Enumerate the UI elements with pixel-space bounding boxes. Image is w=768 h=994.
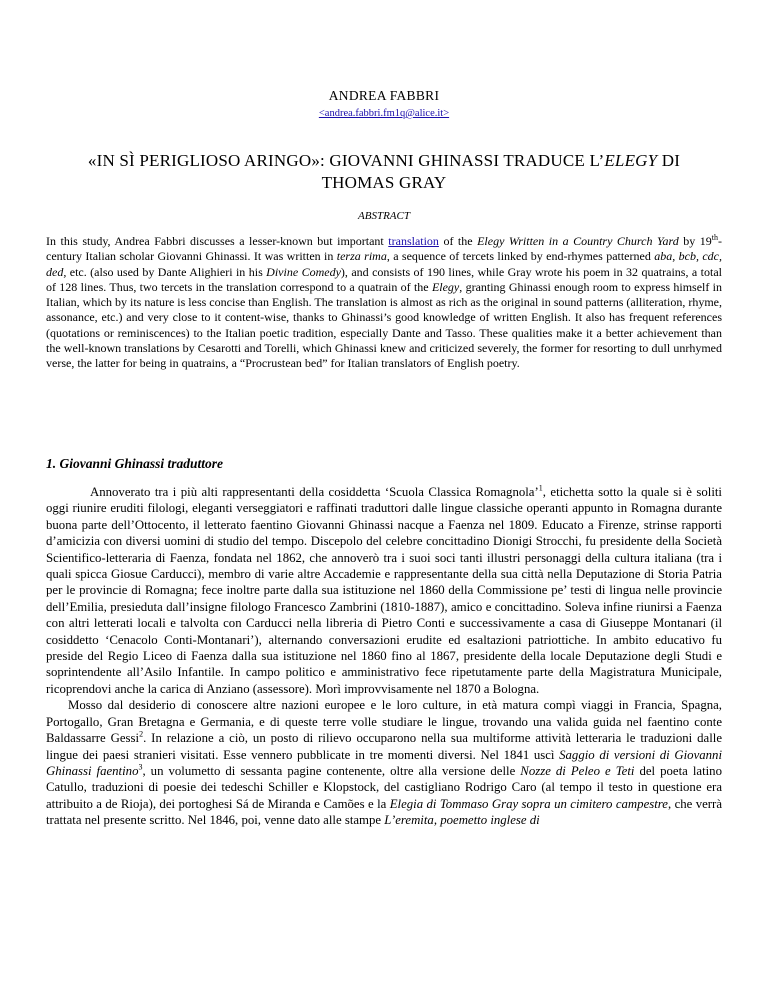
footnote-ref-2[interactable]: 2 (139, 729, 144, 739)
abstract-paragraph: In this study, Andrea Fabbri discusses a lesser-known but important translation of the Elegy Written in a Country Church Yard by 19th-century Italian scholar Giovanni Ghinassi. It was written in terza rima, a sequence of tercets linked by end-rhymes patterned aba, bcb, cdc, ded, etc. (also used by Dante Alighieri in his Divine Comedy), and consists of 190 lines, while Gray wrote his poem in 32 quatrains, a total of 128 lines. Thus, two tercets in the translation correspond to a quatrain of the Elegy, granting Ghinassi enough room to express himself in Italian, which by its nature is less concise than English. The translation is almost as rich as the original in sound patterns (alliteration, rhyme, assonance, etc.) and very close to it content-wise, thanks to Ghinassi’s good knowledge of written English. It also has frequent references (quotations or reminiscences) to the Italian poetic tradition, especially Dante and Tasso. These qualities make it a better achievement than the well-known translations by Cesarotti and Torelli, which Ghinassi knew and criticized severely, the former for resorting to dull unrhymed verse, the latter for being in quatrains, a “Procrustean bed” for Italian translators of English poetry. (46, 233, 723, 371)
title-text: «IN SÌ PERIGLIOSO ARINGO»: GIOVANNI GHINASSI TRADUCE L’ (87, 151, 605, 170)
footnote-ref-1[interactable]: 1 (538, 483, 543, 493)
abstract-heading: ABSTRACT (358, 210, 410, 222)
section-body (46, 484, 722, 829)
title-text-di: DI (657, 151, 681, 170)
author-email-link[interactable]: <andrea.fabbri.fm1q@alice.it> (318, 108, 450, 119)
body-paragraph-1: Annoverato tra i più alti rappresentanti della cosiddetta ‘Scuola Classica Romagnola’$^1$, etichetta sotto la quale si è soliti oggi riunire eruditi filologi, eleganti verseggiatori e raffinati traduttori dalle lingue classiche operanti appunto in Romagna durante buona parte dell’Ottocento, il letterato faentino Giovanni Ghinassi nacque a Faenza nel 1809. Educato a Firenze, strinse rapporti d’amicizia con diversi uomini di studio del tempo. Discepolo del celebre concittadino Dionigi Strocchi, fu presidente della Società Scientifico-letteraria di Faenza, fondata nel 1862, che annoverò tra i suoi soci tanti illustri personaggi della cultura italiana (tra i quali spicca Giosue Carducci), membro di varie altre Accademie e rappresentante della sua città nella Deputazione di Storia Patria per le provincie di Romagna; fece inoltre parte dalla sua istituzione nel 1860 della Commissione pe’ testi di lingua nelle provincie dell’Emilia, presieduta dall’insigne filologo Francesco Zambrini (1810-1887), amico e concittadino. Soleva infine riunirsi a Faenza con altri letterati locali e talvolta con Carducci nella libreria di Pietro Conti e successivamente a casa di Giuseppe Montanari (il cosiddetto ‘Cenacolo Conti-Montanari’), alternando conversazioni erudite ed esaltazioni patriottiche. In ambito educativo fu preside del Regio Liceo di Faenza dalla sua istituzione nel 1860 fino al 1867, presidente della locale Deputazione degli Studi e soprintendente all’Asilo Infantile. In campo politico e amministrativo fece ripetutamente parte della Magistratura Municipale, ricoprendovi anche la carica di Anziano (assessore). Morì improvvisamente nel 1870 a Bologna. (46, 483, 722, 696)
footnote-ref-3[interactable]: 3 (138, 762, 143, 772)
title-italic-elegy: ELEGY (604, 151, 658, 170)
paper-title (0, 150, 768, 194)
title-line-2: THOMAS GRAY (321, 173, 447, 192)
section-heading: 1. Giovanni Ghinassi traduttore (46, 456, 224, 471)
body-paragraph-2: Mosso dal desiderio di conoscere altre nazioni europee e le loro culture, in età matura compì viaggi in Francia, Spagna, Portogallo, Gran Bretagna e Germania, e di queste terre volle studiare le lingue, trovando una valida guida nel faentino conte Baldassarre Gessi$^2$. In relazione a ciò, un posto di rilievo occuparono nella sua multiforme attività letteraria le traduzioni dalle lingue dei paesi stranieri visitati. Esse vennero pubblicate in tre momenti diversi. Nel 1841 uscì Saggio di versioni di Giovanni Ghinassi faentino$^3$, un volumetto di sessanta pagine contenente, oltre alla versione delle Nozze di Peleo e Teti del poeta latino Catullo, traduzioni di poesie dei tedeschi Schiller e Klopstock, del castigliano Rodrigo Caro (al tempo il testo in questione era attribuito a de Rioja), dei portoghesi Sá de Miranda e Camões e la Elegia di Tommaso Gray sopra un cimitero campestre, che verrà trattata nel presente scritto. Nel 1846, poi, venne dato alle stampe L’eremita, poemetto inglese di (46, 698, 723, 828)
author-name: ANDREA FABBRI (328, 88, 440, 103)
translation-link[interactable]: translation (388, 234, 439, 248)
